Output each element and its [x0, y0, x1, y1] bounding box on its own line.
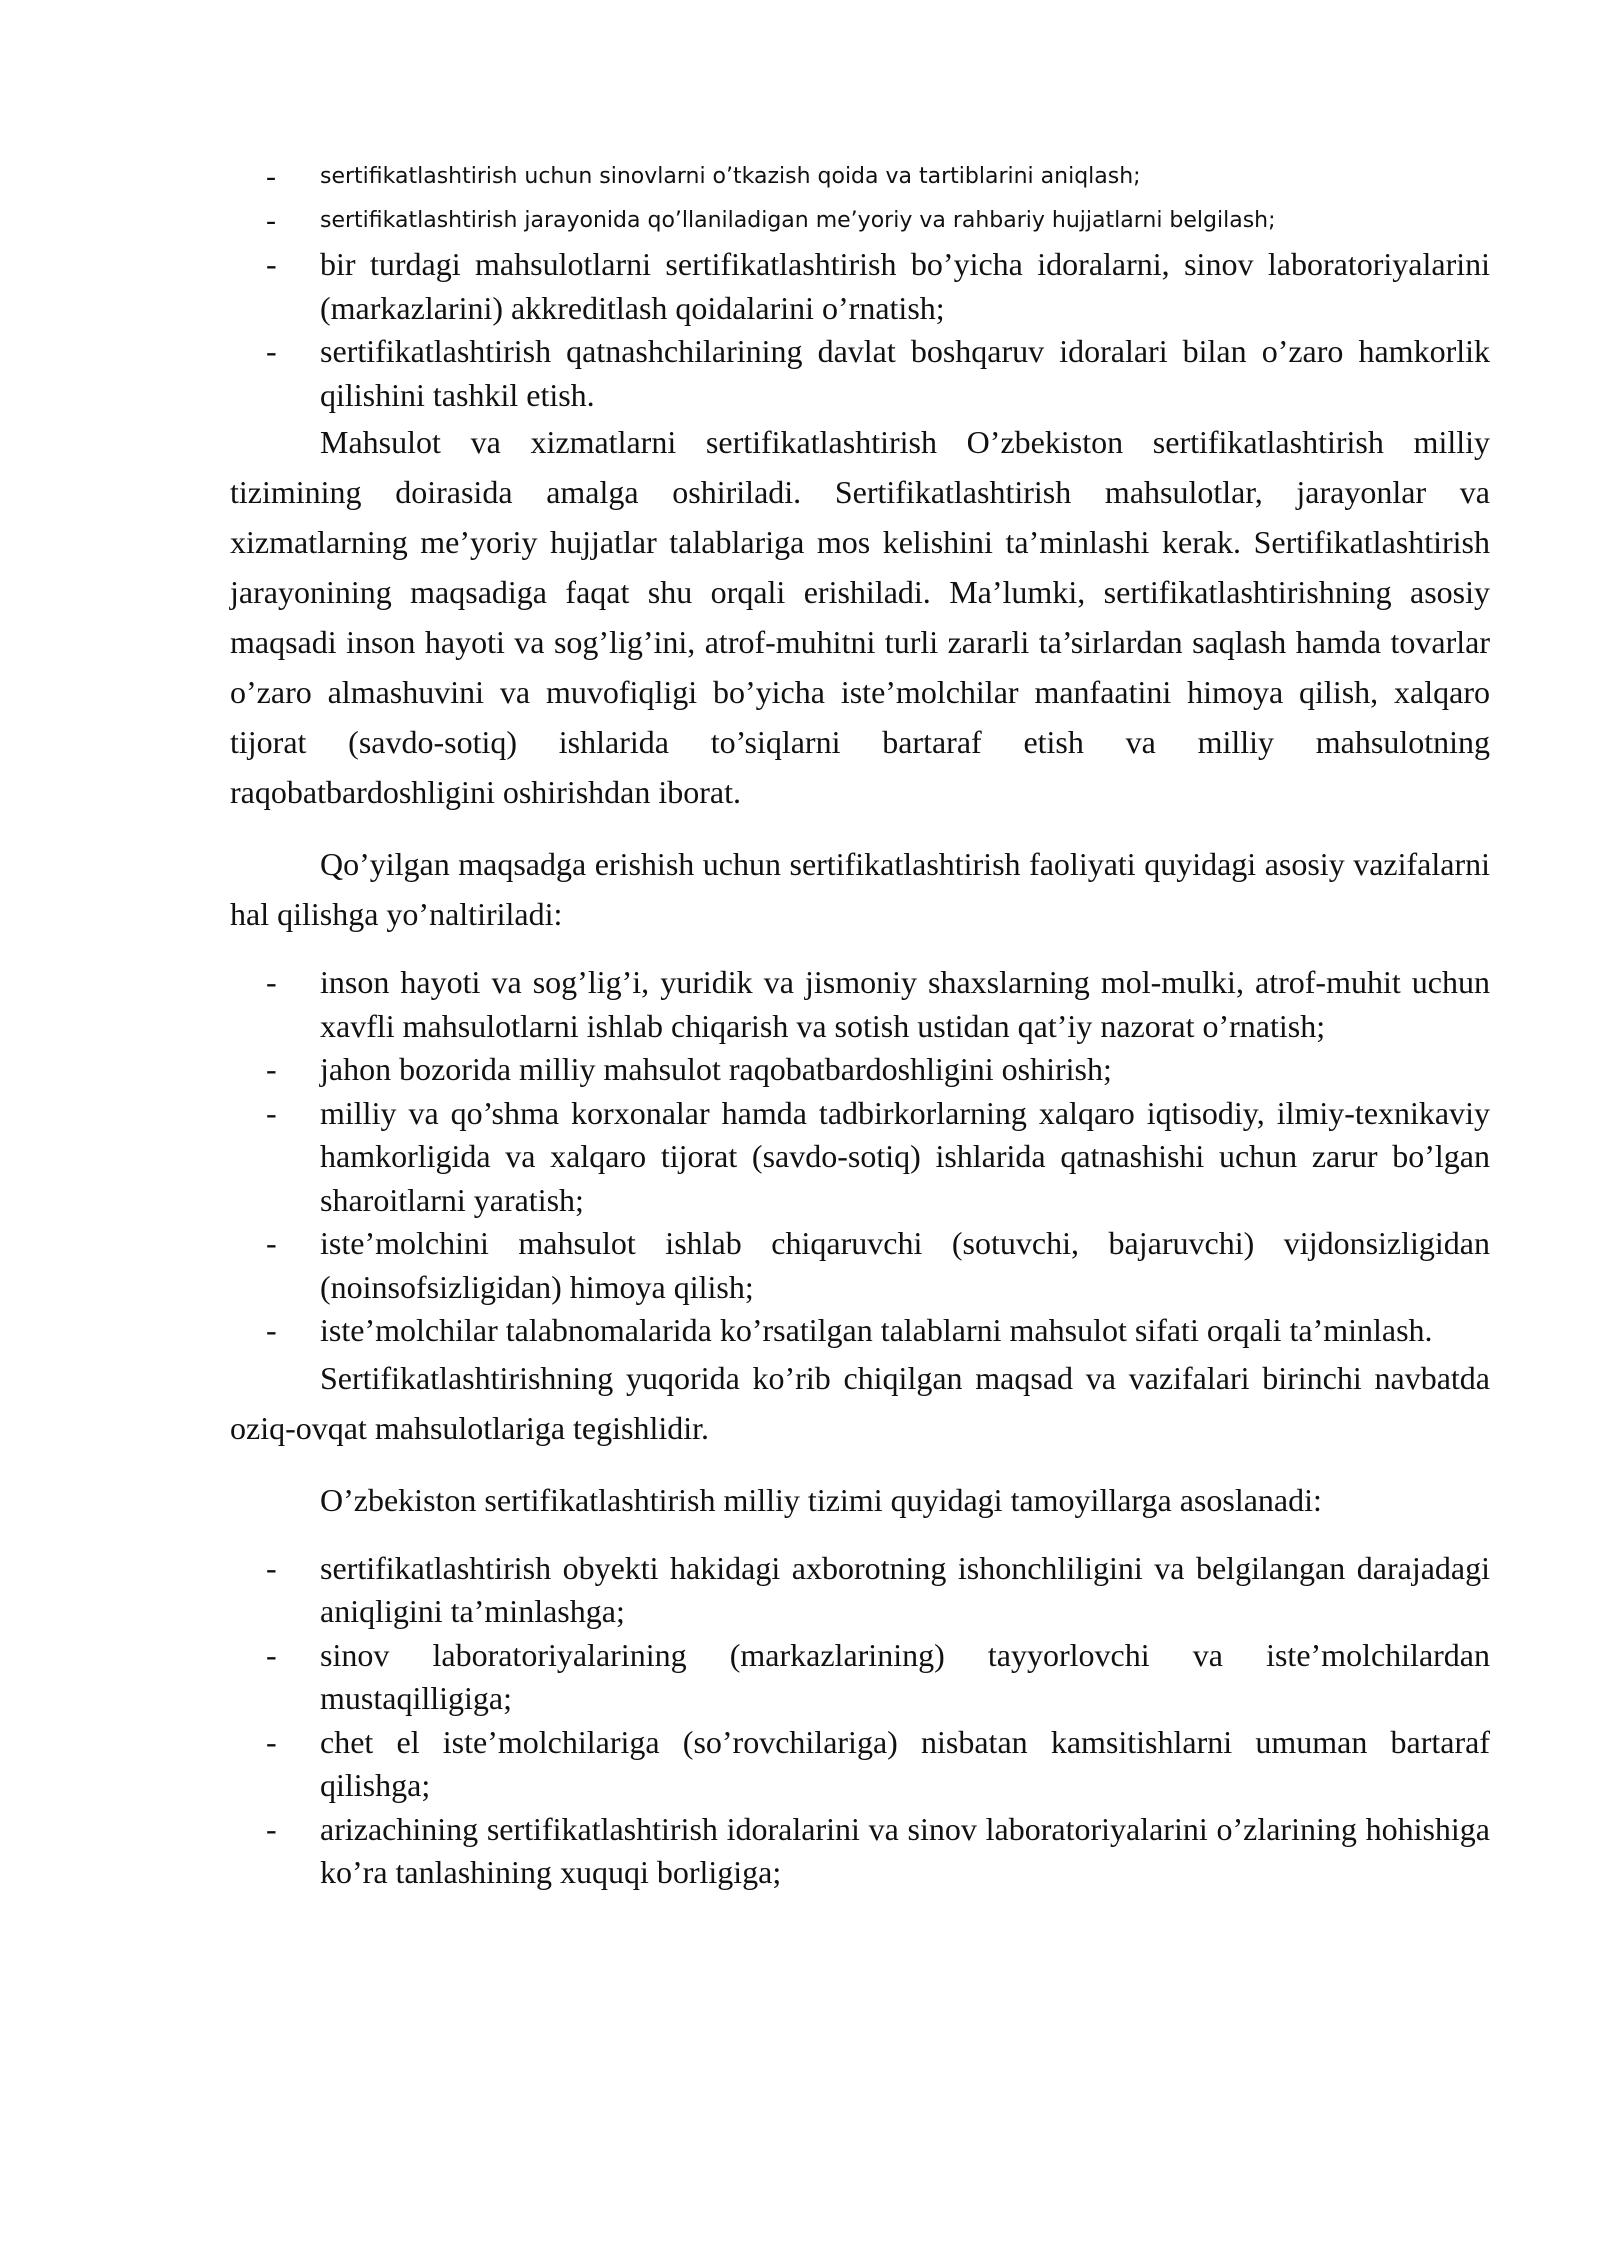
list-item [230, 1048, 1490, 1092]
list-dash: - [266, 1094, 277, 1131]
document-page [230, 155, 1490, 1895]
list-item-text: milliy va qo’shma korxonalar hamda tadbirkorlarning xalqaro iqtisodiy, ilmiy-texnikaviy hamkorligida va xalqaro tijorat (savdo-sotiq) ishlarida qatnashishi uchun zarur bo’lgan sharoitlarni yaratish; [320, 1094, 1490, 1218]
list-item-text: sertifikatlashtirish jarayonida qo’llaniladigan me’yoriy va rahbariy hujjatlarni belgilash; [320, 208, 1276, 233]
list-item-text: sertifikatlashtirish uchun sinovlarni o’tkazish qoida va tartiblarini aniqlash; [320, 164, 1141, 189]
list-item-text: bir turdagi mahsulotlarni sertifikatlashtirish bo’yicha idoralarni, sinov laboratoriyalarini (markazlarini) akkreditlash qoidalarini o’rnatish; [320, 246, 1490, 326]
list-dash: - [266, 964, 277, 1000]
list-item-text: sinov laboratoriyalarining (markazlarining) tayyorlovchi va iste’molchilardan mustaqilligiga; [320, 1636, 1490, 1716]
list-a-small [230, 155, 1490, 243]
list-item [230, 1721, 1490, 1808]
list-item-text: chet el iste’molchilariga (so’rovchilariga) nisbatan kamsitishlarni umuman bartaraf qilishga; [320, 1723, 1490, 1803]
list-item [230, 1547, 1490, 1634]
list-dash: - [266, 1810, 277, 1847]
list-dash: - [266, 1312, 277, 1348]
list-dash: - [266, 160, 276, 193]
list-dash: - [266, 1051, 277, 1087]
list-item [230, 199, 1490, 243]
paragraph-tasks-intro: Qo’yilgan maqsadga erishish uchun sertifikatlashtirish faoliyati quyidagi asosiy vazifalarni hal qilishga yo’naltiriladi: [230, 846, 1490, 932]
list-item [230, 1309, 1490, 1353]
list-item [230, 1222, 1490, 1309]
list-b [230, 961, 1490, 1353]
list-item-text: inson hayoti va sog’lig’i, yuridik va jismoniy shaxslarning mol-mulki, atrof-muhit uchun xavfli mahsulotlarni ishlab chiqarish va sotish ustidan qat’iy nazorat o’rnatish; [320, 964, 1490, 1044]
list-item [230, 243, 1490, 330]
paragraph-certification-purpose: Mahsulot va xizmatlarni sertifikatlashtirish O’zbekiston sertifikatlashtirish milliy tizimining doirasida amalga oshiriladi. Sertifikatlashtirish mahsulotlar, jarayonlar va xizmatlarning me’yoriy hujjatlar talablariga mos kelishini ta’minlashi kerak. Sertifikatlashtirish jarayonining maqsadiga faqat shu orqali erishiladi. Ma’lumki, sertifikatlashtirishning asosiy maqsadi inson hayoti va sog’lig’ini, atrof-muhitni turli zararli ta’sirlardan saqlash hamda tovarlar o’zaro almashuvini va muvofiqligi bo’yicha iste’molchilar manfaatini himoya qilish, xalqaro tijorat (savdo-sotiq) ishlarida to’siqlarni bartaraf etish va milliy mahsulotning raqobatbardoshligini oshirishdan iborat. [230, 424, 1490, 810]
paragraph-principles-intro: O’zbekiston sertifikatlashtirish milliy tizimi quyidagi tamoyillarga asoslanadi: [320, 1481, 1322, 1518]
paragraph-food-products: Sertifikatlashtirishning yuqorida ko’rib chiqilgan maqsad va vazifalari birinchi navbatda oziq-ovqat mahsulotlariga tegishlidir. [230, 1359, 1490, 1446]
list-dash: - [266, 1549, 277, 1586]
list-item-text: sertifikatlashtirish qatnashchilarining davlat boshqaruv idoralari bilan o’zaro hamkorlik qilishini tashkil etish. [320, 333, 1490, 413]
list-item [230, 1634, 1490, 1721]
list-dash: - [266, 246, 277, 282]
list-dash: - [266, 333, 277, 369]
list-item-text: iste’molchini mahsulot ishlab chiqaruvchi (sotuvchi, bajaruvchi) vijdonsizligidan (noinsofsizligidan) himoya qilish; [320, 1225, 1490, 1305]
list-a [230, 243, 1490, 417]
list-item-text: iste’molchilar talabnomalarida ko’rsatilgan talablarni mahsulot sifati orqali ta’minlash. [320, 1312, 1433, 1348]
list-item [230, 155, 1490, 199]
list-dash: - [266, 204, 276, 237]
list-item-text: jahon bozorida milliy mahsulot raqobatbardoshligini oshirish; [320, 1051, 1112, 1087]
list-item [230, 1092, 1490, 1223]
list-dash: - [266, 1723, 277, 1760]
list-c [230, 1547, 1490, 1895]
list-item-text: sertifikatlashtirish obyekti hakidagi axborotning ishonchliligini va belgilangan darajadagi aniqligini ta’minlashga; [320, 1549, 1490, 1629]
list-item [230, 961, 1490, 1048]
list-dash: - [266, 1225, 277, 1261]
list-dash: - [266, 1636, 277, 1673]
list-item [230, 1808, 1490, 1895]
list-item [230, 330, 1490, 417]
list-item-text: arizachining sertifikatlashtirish idoralarini va sinov laboratoriyalarini o’zlarining hohishiga ko’ra tanlashining xuquqi borligiga; [320, 1810, 1490, 1890]
